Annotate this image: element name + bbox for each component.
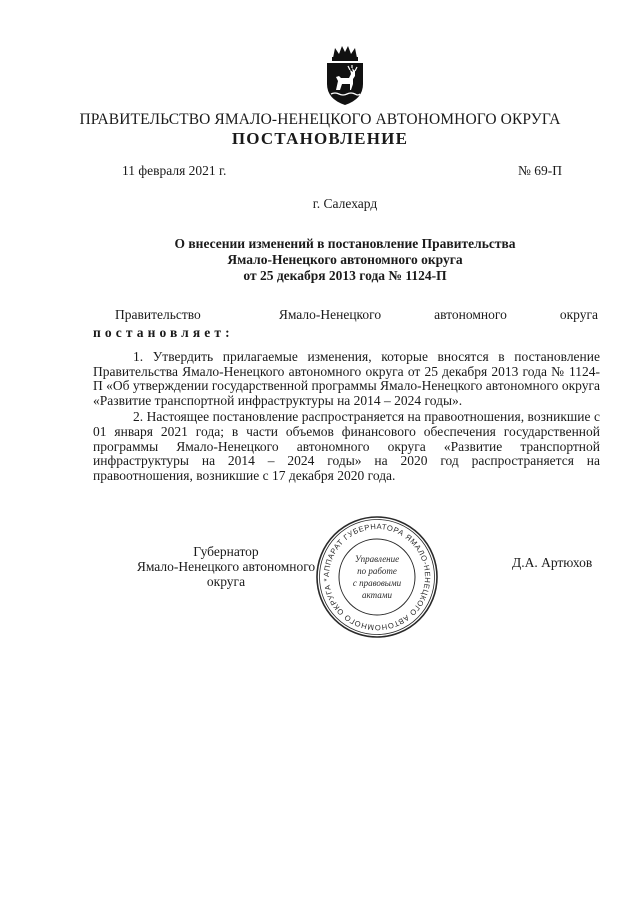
document-subject bbox=[120, 236, 570, 284]
intro-line bbox=[93, 307, 598, 325]
resolves-word: постановляет: bbox=[93, 325, 234, 340]
stamp-center-line: актами bbox=[362, 590, 392, 600]
signatory-title-line: Ямало-Ненецкого автономного округа bbox=[136, 559, 316, 589]
resolution-intro bbox=[93, 307, 598, 341]
stamp-center-line: Управление bbox=[354, 554, 400, 564]
stamp-center-line: с правовыми bbox=[352, 578, 402, 588]
stamp-ring-text: АППАРАТ ГУБЕРНАТОРА ЯМАЛО-НЕНЕЦКОГО АВТОНОМНОГО ОКРУГА * bbox=[321, 521, 433, 633]
signatory-name: Д.А. Артюхов bbox=[512, 555, 593, 570]
signatory-title bbox=[120, 544, 332, 589]
stamp-center-line: по работе bbox=[357, 566, 397, 576]
resolution-body bbox=[93, 350, 600, 485]
document-number: № 69-П bbox=[518, 163, 563, 178]
official-stamp bbox=[313, 513, 441, 641]
document-date: 11 февраля 2021 г. bbox=[122, 163, 227, 178]
signatory-title-line: Губернатор bbox=[193, 544, 259, 559]
intro-word: Правительство bbox=[115, 307, 201, 322]
government-title: ПРАВИТЕЛЬСТВО ЯМАЛО-НЕНЕЦКОГО АВТОНОМНОГО ОКРУГА bbox=[79, 111, 561, 128]
subject-line: О внесении изменений в постановление Правительства bbox=[174, 236, 516, 251]
coat-of-arms-emblem bbox=[322, 44, 368, 106]
svg-text:АППАРАТ ГУБЕРНАТОРА ЯМАЛО-НЕНЕ bbox=[322, 522, 432, 632]
subject-line: Ямало-Ненецкого автономного округа bbox=[227, 252, 463, 267]
document-city: г. Салехард bbox=[312, 196, 378, 211]
paragraph-1: 1. Утвердить прилагаемые изменения, которые вносятся в постановление Правительства Ямало-Ненецкого автономного округа от 25 декабря 2013 года № 1124-П «Об утверждении государственной программы Ямало-Ненецкого автономного округа «Развитие транспортной инфраструктуры на 2014 – 2024 годы». bbox=[93, 349, 600, 408]
intro-word: автономного bbox=[434, 307, 507, 322]
paragraph-2: 2. Настоящее постановление распространяется на правоотношения, возникшие с 01 января 2021 года; в части объемов финансового обеспечения государственной программы Ямало-Ненецкого автономного округа «Развитие транспортной инфраструктуры на 2014 – 2024 годы» на 2020 год распространяется на правоотношения, возникшие с 17 декабря 2020 года. bbox=[93, 409, 600, 483]
subject-line: от 25 декабря 2013 года № 1124-П bbox=[243, 268, 447, 283]
document-type-title: ПОСТАНОВЛЕНИЕ bbox=[231, 129, 409, 148]
intro-word: Ямало-Ненецкого bbox=[278, 307, 382, 322]
intro-word: округа bbox=[559, 307, 598, 322]
